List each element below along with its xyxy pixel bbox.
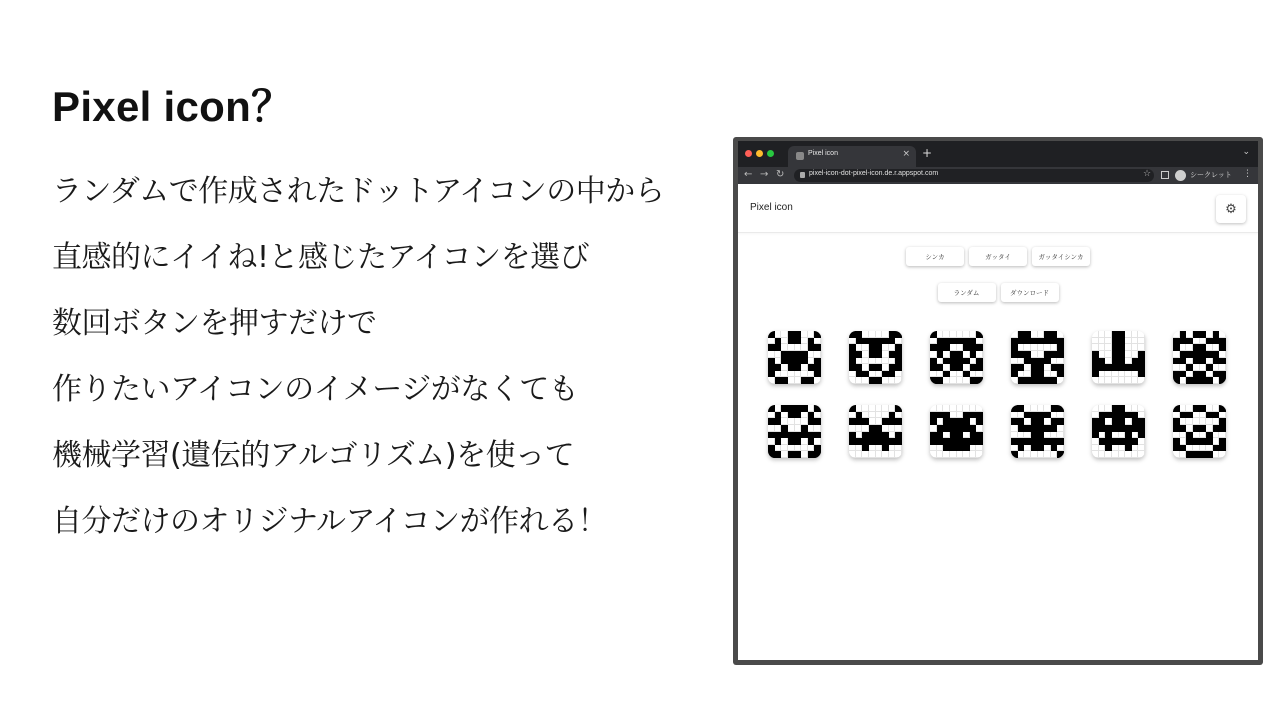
lock-icon	[800, 172, 805, 178]
pixel-icon-7[interactable]	[768, 405, 821, 458]
description-line-3: 数回ボタンを押すだけで	[52, 306, 377, 341]
favicon-icon	[796, 152, 804, 160]
pixel-icon-4[interactable]	[1011, 331, 1064, 384]
description-line-6: 自分だけのオリジナルアイコンが作れる！	[52, 504, 608, 539]
description-list	[52, 170, 664, 566]
pixel-icon-10[interactable]	[1011, 405, 1064, 458]
shinka-button[interactable]: シンカ	[906, 247, 964, 266]
new-tab-icon[interactable]: +	[922, 146, 933, 160]
pixel-icon-grid	[768, 331, 1228, 458]
gattai-shinka-button[interactable]: ガッタイシンカ	[1032, 247, 1090, 266]
pixel-icon-6[interactable]	[1173, 331, 1226, 384]
browser-tab[interactable]	[788, 146, 916, 167]
action-button-row	[738, 283, 1258, 302]
gattai-button[interactable]: ガッタイ	[969, 247, 1027, 266]
description-line-2: 直感的にイイね!と感じたアイコンを選び	[52, 240, 590, 275]
download-button[interactable]: ダウンロード	[1001, 283, 1059, 302]
random-button[interactable]: ランダム	[938, 283, 996, 302]
more-menu-icon[interactable]: ⋮	[1243, 169, 1252, 179]
reload-icon[interactable]: ↻	[776, 169, 785, 180]
description-line-5: 機械学習(遺伝的アルゴリズム)を使って	[52, 438, 575, 473]
browser-tab-bar	[738, 141, 1258, 167]
url-text: pixel-icon-dot-pixel-icon.de.r.appspot.com	[809, 170, 939, 177]
forward-arrow-icon[interactable]: →	[760, 169, 769, 180]
description-line-4: 作りたいアイコンのイメージがなくても	[52, 372, 579, 407]
evolve-button-row	[738, 247, 1258, 266]
side-panel-icon[interactable]	[1161, 171, 1169, 179]
pixel-icon-2[interactable]	[849, 331, 902, 384]
app-title: Pixel icon	[750, 202, 793, 213]
slide-title: Pixel icon？	[52, 83, 294, 130]
chevron-down-icon[interactable]: ⌄	[1242, 147, 1250, 157]
address-bar[interactable]	[794, 169, 1154, 182]
browser-screenshot	[733, 137, 1263, 665]
pixel-icon-12[interactable]	[1173, 405, 1226, 458]
pixel-icon-9[interactable]	[930, 405, 983, 458]
description-line-1: ランダムで作成されたドットアイコンの中から	[52, 174, 665, 209]
back-arrow-icon[interactable]: ←	[744, 169, 753, 180]
maximize-window-icon[interactable]	[767, 150, 774, 157]
pixel-icon-11[interactable]	[1092, 405, 1145, 458]
pixel-icon-1[interactable]	[768, 331, 821, 384]
pixel-icon-8[interactable]	[849, 405, 902, 458]
tab-title: Pixel icon	[808, 150, 838, 157]
tab-close-icon[interactable]: ×	[902, 149, 910, 159]
pixel-icon-5[interactable]	[1092, 331, 1145, 384]
pixel-icon-3[interactable]	[930, 331, 983, 384]
browser-toolbar	[738, 167, 1258, 184]
app-header	[738, 184, 1258, 233]
minimize-window-icon[interactable]	[756, 150, 763, 157]
close-window-icon[interactable]	[745, 150, 752, 157]
gear-icon: ⚙	[1225, 201, 1237, 217]
incognito-label: シークレット	[1190, 171, 1232, 179]
bookmark-star-icon[interactable]: ☆	[1143, 169, 1152, 179]
settings-button[interactable]	[1216, 195, 1246, 223]
incognito-avatar-icon[interactable]	[1175, 170, 1186, 181]
